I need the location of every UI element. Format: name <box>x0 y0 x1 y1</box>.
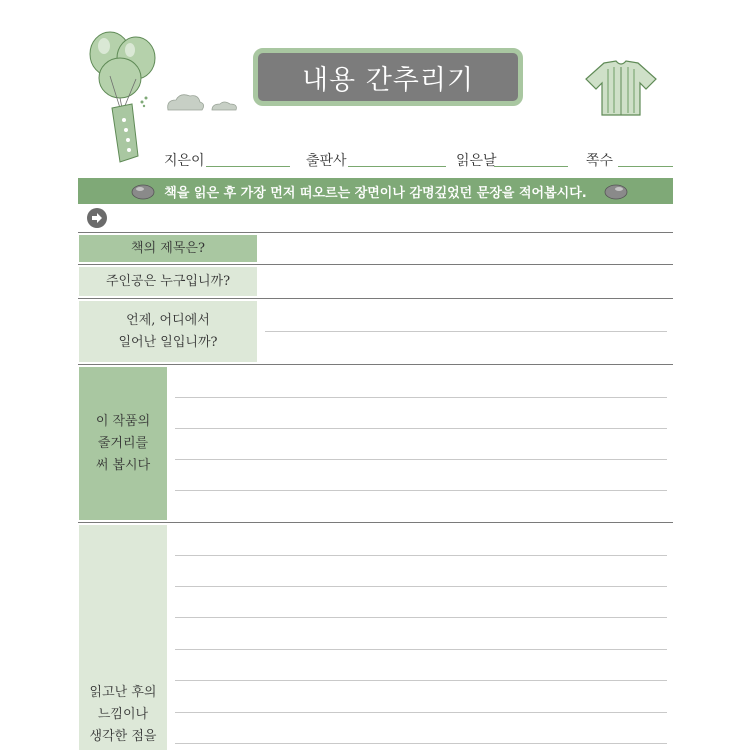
instruction-banner <box>78 178 673 204</box>
clouds-icon <box>162 88 242 120</box>
publisher-label: 출판사 <box>306 153 347 169</box>
impressions-line[interactable] <box>175 712 667 713</box>
when-where-field[interactable] <box>265 331 667 332</box>
impressions-line[interactable] <box>175 586 667 587</box>
impressions-line[interactable] <box>175 617 667 618</box>
stone-icon <box>603 181 629 201</box>
plot-line[interactable] <box>175 459 667 460</box>
impressions-line[interactable] <box>175 649 667 650</box>
read-date-label: 읽은날 <box>456 153 497 169</box>
author-label: 지은이 <box>164 153 205 169</box>
info-row <box>0 148 750 172</box>
banner-text: 책을 읽은 후 가장 먼저 떠오르는 장면이나 감명깊었던 문장을 적어봅시다. <box>164 185 587 201</box>
page-title: 내용 간추리기 <box>301 64 475 96</box>
read-date-field[interactable] <box>494 166 568 167</box>
pages-field[interactable] <box>618 166 673 167</box>
title-box <box>253 48 523 106</box>
plot-line[interactable] <box>175 397 667 398</box>
author-field[interactable] <box>206 166 290 167</box>
divider <box>78 264 673 265</box>
impressions-label: 읽고난 후의 느낌이나 생각한 점을 <box>79 525 167 750</box>
arrow-right-icon <box>87 208 107 228</box>
publisher-field[interactable] <box>348 166 446 167</box>
divider <box>78 364 673 365</box>
balloons-icon <box>82 30 164 165</box>
pages-label: 쪽수 <box>586 153 614 169</box>
divider <box>78 522 673 523</box>
plot-line[interactable] <box>175 428 667 429</box>
main-character-label: 주인공은 누구입니까? <box>79 267 257 296</box>
plot-label: 이 작품의 줄거리를 써 봅시다 <box>79 367 167 520</box>
impressions-line[interactable] <box>175 555 667 556</box>
divider <box>78 232 673 233</box>
book-title-label: 책의 제목은? <box>79 235 257 262</box>
impressions-line[interactable] <box>175 680 667 681</box>
impressions-line[interactable] <box>175 743 667 744</box>
when-where-label: 언제, 어디에서 일어난 일입니까? <box>79 301 257 362</box>
divider <box>78 298 673 299</box>
shirt-icon <box>582 57 660 119</box>
plot-line[interactable] <box>175 490 667 491</box>
stone-icon <box>130 181 156 201</box>
